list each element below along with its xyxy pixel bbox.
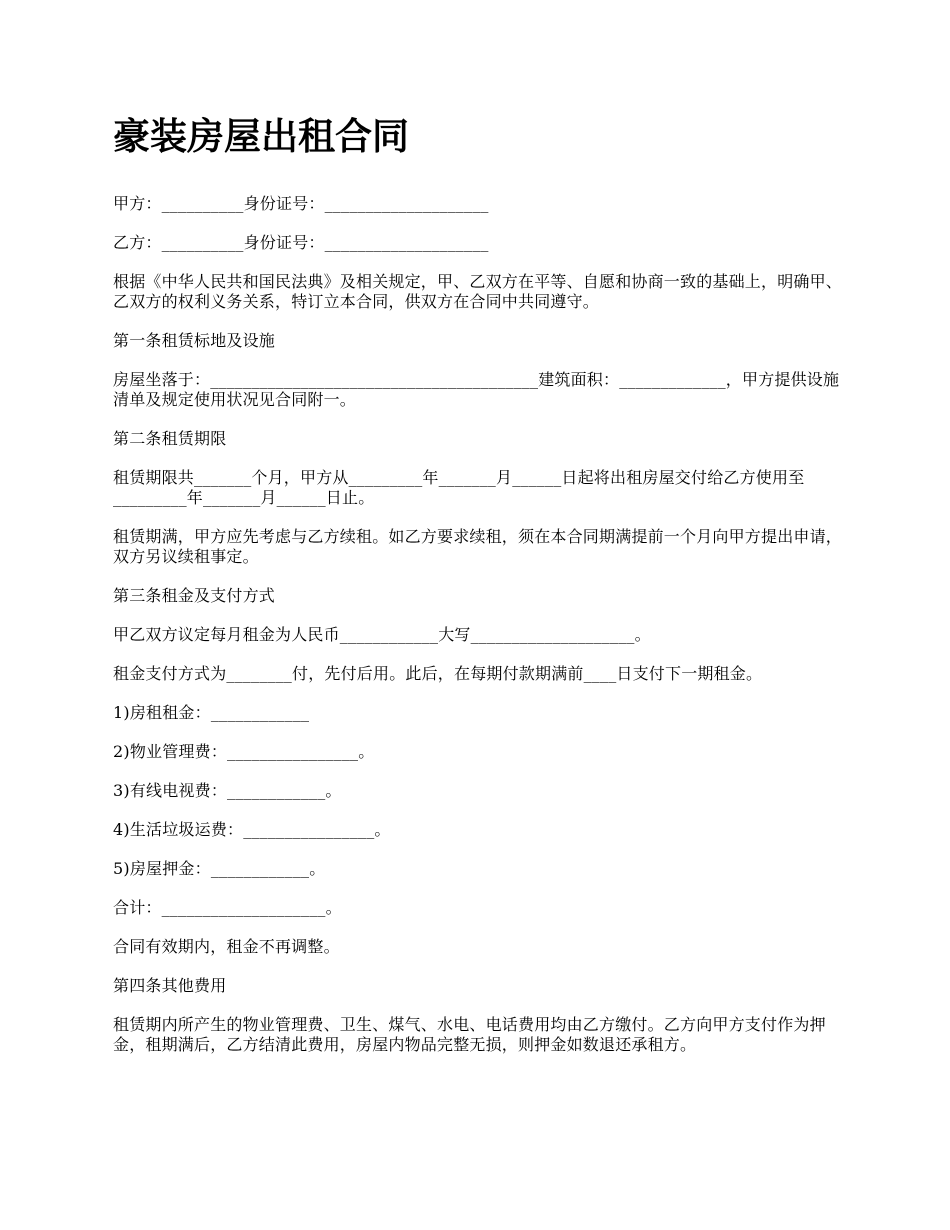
other-fees-paragraph: 租赁期内所产生的物业管理费、卫生、煤气、水电、电话费用均由乙方缴付。乙方向甲方支付作为押金，租期满后，乙方结清此费用，房屋内物品完整无损，则押金如数退还承租方。 (113, 1015, 826, 1054)
article-4-heading: 第四条其他费用 (113, 976, 227, 995)
party-b-line: 乙方：__________身份证号：____________________ (113, 233, 489, 252)
fee-item-cable-tv: 3)有线电视费：____________。 (113, 781, 342, 800)
payment-method-paragraph: 租金支付方式为________付，先付后用。此后，在每期付款期满前____日支付下一期租金。 (113, 664, 763, 683)
fee-total: 合计：____________________。 (113, 898, 342, 917)
rent-fixed-paragraph: 合同有效期内，租金不再调整。 (113, 937, 340, 956)
party-a-line: 甲方：__________身份证号：____________________ (113, 194, 489, 213)
article-3-heading: 第三条租金及支付方式 (113, 586, 276, 605)
property-location-paragraph: 房屋坐落于：________________________________________建筑面积：_____________，甲方提供设施清单及规定使用状况见合同附一。 (113, 370, 840, 409)
article-2-heading: 第二条租赁期限 (113, 429, 227, 448)
fee-item-rent: 1)房租租金：____________ (113, 703, 310, 722)
contract-page (113, 112, 843, 1074)
fee-item-deposit: 5)房屋押金：____________。 (113, 859, 326, 878)
lease-term-paragraph: 租赁期限共_______个月，甲方从_________年_______月______日起将出租房屋交付给乙方使用至_________年_______月______日止。 (113, 468, 805, 507)
preamble-paragraph: 根据《中华人民共和国民法典》及相关规定，甲、乙双方在平等、自愿和协商一致的基础上，明确甲、乙双方的权利义务关系，特订立本合同，供双方在合同中共同遵守。 (113, 272, 843, 311)
article-1-heading: 第一条租赁标地及设施 (113, 331, 276, 350)
fee-item-garbage: 4)生活垃圾运费：________________。 (113, 820, 391, 839)
fee-item-property-management: 2)物业管理费：________________。 (113, 742, 375, 761)
page-title: 豪装房屋出租合同 (113, 114, 409, 158)
renewal-paragraph: 租赁期满，甲方应先考虑与乙方续租。如乙方要求续租，须在本合同期满提前一个月向甲方提出申请，双方另议续租事定。 (113, 527, 843, 566)
monthly-rent-paragraph: 甲乙双方议定每月租金为人民币____________大写____________________。 (113, 625, 651, 644)
